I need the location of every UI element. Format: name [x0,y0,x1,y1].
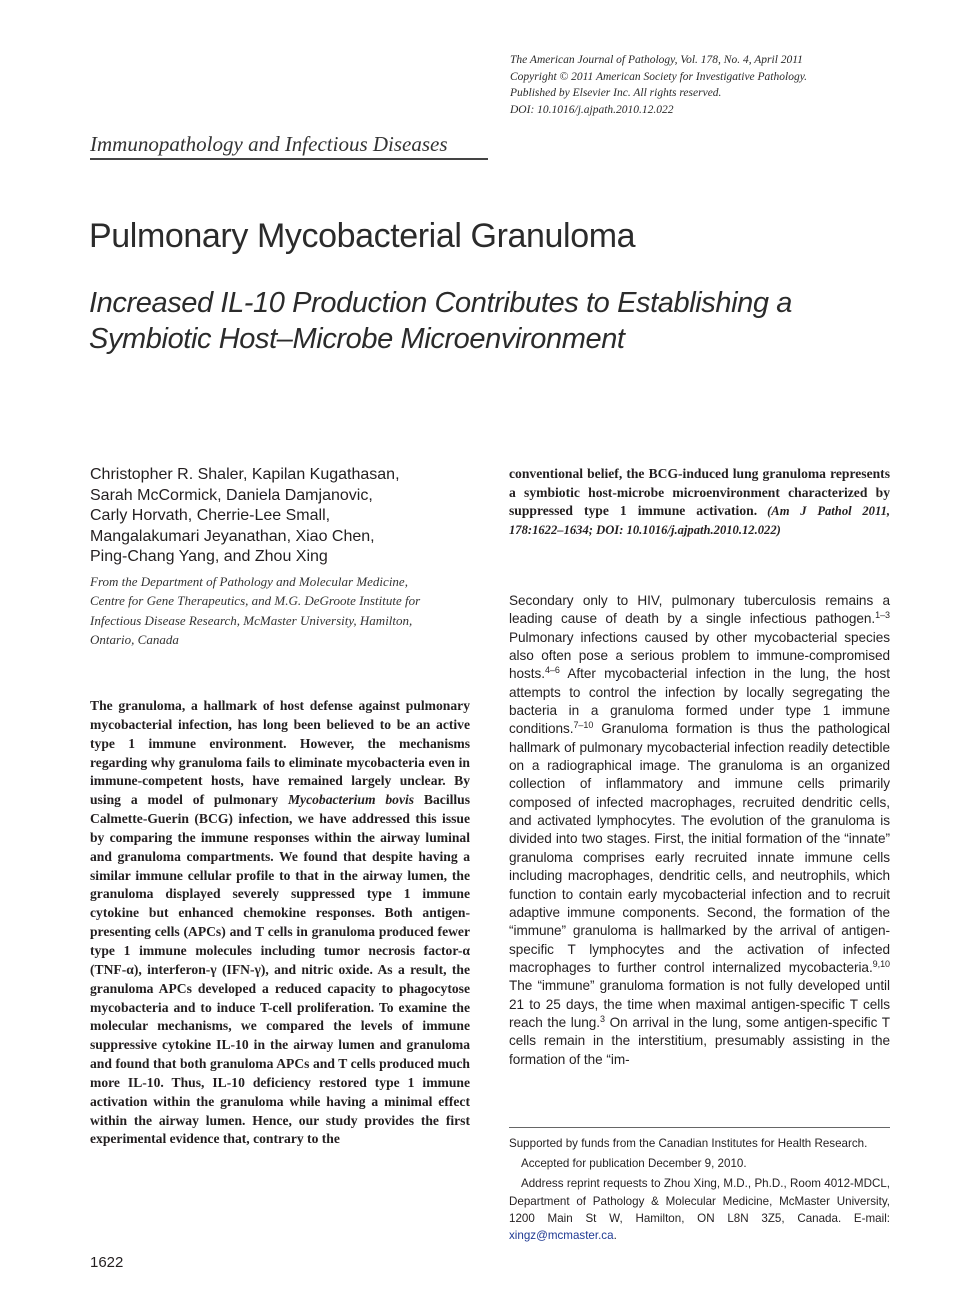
article-subtitle [89,285,889,357]
subtitle-line-1: Increased IL-10 Production Contributes to Establishing a [89,287,793,319]
affiliation-line: Infectious Disease Research, McMaster University, Hamilton, [90,612,413,628]
copyright-line: Copyright © 2011 American Society for Investigative Pathology. [510,70,808,83]
author-list [90,465,470,568]
abstract [90,697,470,1149]
section-underline [90,158,488,160]
accepted-note: Accepted for publication December 9, 2010. [521,1157,747,1171]
abstract-continued [509,465,890,539]
author-line: Ping-Chang Yang, and Zhou Xing [90,548,328,566]
body-text: Secondary only to HIV, pulmonary tuberculosis remains a leading cause of death by a single infectious pathogen. [509,593,890,627]
funding-note: Supported by funds from the Canadian Institutes for Health Research. [509,1137,868,1150]
footnote-divider [509,1127,890,1128]
page-number: 1622 [90,1254,124,1271]
journal-citation: The American Journal of Pathology, Vol. 178, No. 4, April 2011 [510,54,803,66]
article-citation: (Am J Pathol 2011, 178:1622–1634; DOI: 10.1016/j.ajpath.2010.12.022) [509,504,891,537]
article-title: Pulmonary Mycobacterial Granuloma [89,217,636,255]
period: . [613,1229,617,1243]
reference-link[interactable]: 1–3 [875,610,890,621]
author-line: Sarah McCormick, Daniela Damjanovic, [90,486,373,504]
footnotes [509,1135,890,1247]
reference-link[interactable]: 9,10 [872,958,890,969]
journal-metadata [510,52,930,118]
reference-link[interactable]: 7–10 [573,720,594,731]
subtitle-line-2: Symbiotic Host–Microbe Microenvironment [89,323,625,355]
abstract-text: Bacillus Calmette-Guerin (BCG) infection, we have addressed this issue by comparing the immune responses within the airway luminal and granuloma compartments. We found that despite having a similar immune cellular profile to that in the airway lumen, the granuloma displayed severely suppressed type 1 immune cytokine but enhanced chemokine responses. Both antigen-presenting cells (APCs) and T cells in granuloma produced fewer type 1 immune molecules including tumor necrosis factor-α (TNF-α), interferon-γ (IFN-γ), and nitric oxide. As a result, the granuloma APCs developed a reduced capacity to phagocytose mycobacteria and to induce T-cell proliferation. To examine the molecular mechanisms, we compared the levels of immune suppressive cytokine IL-10 in the airway lumen and granuloma and found that both granuloma APCs and T cells produced much more IL-10. Thus, IL-10 deficiency restored type 1 immune activation within the granuloma while having a minimal effect within the airway lumen. Hence, our study provides the first experimental evidence that, contrary to the [90,792,471,1147]
body-text: After mycobacterial infection in the lung, the host attempts to control the infection by locally segregating the bacteria in a granuloma formed under type 1 immune conditions. [509,666,890,737]
email-link[interactable]: xingz@mcmaster.ca [509,1229,614,1243]
section-label: Immunopathology and Infectious Diseases [90,132,448,156]
affiliation [90,572,470,650]
affiliation-line: Centre for Gene Therapeutics, and M.G. DeGroote Institute for [90,593,421,609]
introduction-paragraph [509,592,890,1069]
address-text: Address reprint requests to Zhou Xing, M.D., Ph.D., Room 4012-MDCL, Department of Pathology & Molecular Medicine, McMaster University, 1200 Main St W, Hamilton, ON L8N 3Z5, Canada. E-mail: [509,1177,890,1225]
body-text: Granuloma formation is thus the pathological hallmark of pulmonary mycobacterial infection readily detectible on a radiographical image. The granuloma is an organized collection of inflammatory and immune cells primarily composed of infected macrophages, recruited dendritic cells, and activated lymphocytes. The evolution of the granuloma is divided into two stages. First, the initial formation of the “innate” granuloma comprises early recruited innate immune cells including macrophages, dendritic cells, and neutrophils, which function to contain early mycobacterial infection and to recruit adaptive immune components. Second, the formation of the “immune” granuloma is hallmarked by the arrival of antigen-specific T lymphocytes and the activation of infected macrophages to further control internalized mycobacteria. [509,721,890,975]
reference-link[interactable]: 3 [600,1013,605,1024]
correspondence-note [509,1175,890,1244]
abstract-text: The granuloma, a hallmark of host defense against pulmonary mycobacterial infection, has long been believed to be an active type 1 immune environment. However, the mechanisms regarding why granuloma fails to eliminate mycobacteria even in immune-competent hosts, have remained largely unclear. By using a model of pulmonary [90,698,470,808]
abstract-text: conventional belief, the BCG-induced lung granuloma represents a symbiotic host-microbe microenvironment characterized by suppressed type 1 immune activation. [509,466,890,519]
species-name: Mycobacterium bovis [287,792,415,808]
body-text: The “immune” granuloma formation is not fully developed until 21 to 25 days, the time when maximal antigen-specific T cells reach the lung. [509,978,890,1030]
body-text: Pulmonary infections caused by other mycobacterial species also often pose a serious problem to immune-compromised hosts. [509,629,890,682]
author-line: Carly Horvath, Cherrie-Lee Small, [90,507,331,525]
publisher-line: Published by Elsevier Inc. All rights reserved. [510,87,722,100]
reference-link[interactable]: 4–6 [544,665,560,676]
author-line: Christopher R. Shaler, Kapilan Kugathasan, [90,466,400,483]
affiliation-line: Ontario, Canada [90,632,179,648]
doi-line: DOI: 10.1016/j.ajpath.2010.12.022 [510,103,674,116]
author-line: Mangalakumari Jeyanathan, Xiao Chen, [90,527,375,545]
affiliation-line: From the Department of Pathology and Molecular Medicine, [90,574,408,589]
body-text: On arrival in the lung, some antigen-specific T cells remain in the interstitium, presumably assisting in the formation of the “im- [509,1014,891,1067]
